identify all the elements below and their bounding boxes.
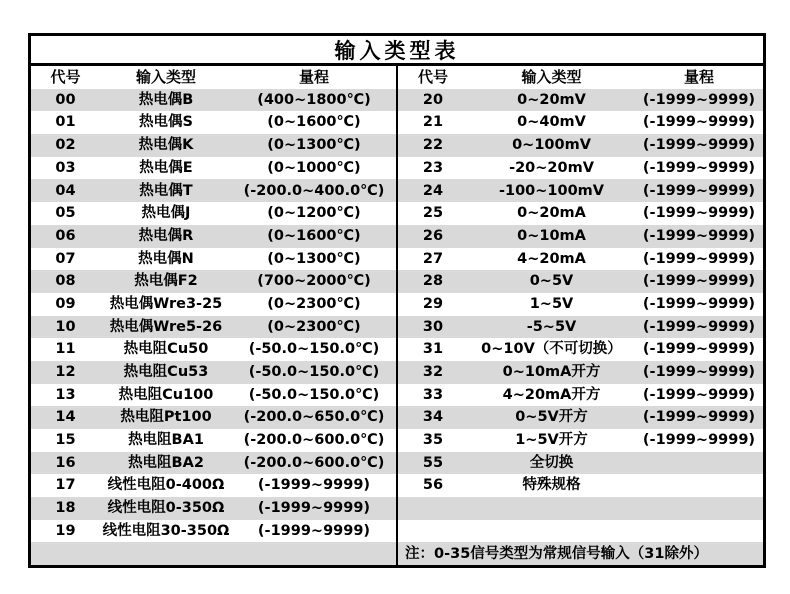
cell-range: (-1999~9999) [642, 91, 756, 108]
cell-type: 0~10mA [517, 227, 586, 244]
right-table [398, 66, 763, 565]
table-row [398, 338, 763, 361]
cell-range: (-1999~9999) [257, 477, 371, 494]
cell-type: 0~10mA开方 [502, 364, 601, 381]
cell-code: 16 [55, 454, 76, 471]
table-row [31, 452, 396, 475]
cell-code: 35 [422, 432, 444, 449]
cell-code: 20 [422, 91, 444, 108]
cell-type: 线性电阻30-350Ω [102, 522, 230, 539]
table-row [31, 429, 396, 452]
right-header-row [398, 66, 763, 89]
cell-range: (-1999~9999) [642, 295, 756, 312]
table-row [398, 474, 763, 497]
cell-type: 线性电阻0-400Ω [107, 477, 225, 494]
cell-code: 18 [55, 500, 76, 517]
cell-range: (-1999~9999) [257, 500, 371, 517]
cell-code: 21 [422, 114, 444, 131]
cell-code: 30 [422, 318, 444, 335]
table-row [31, 497, 396, 520]
cell-code: 08 [55, 273, 76, 290]
cell-type: 热电阻BA1 [128, 432, 204, 449]
table-row [398, 293, 763, 316]
cell-range: (-1999~9999) [642, 432, 756, 449]
cell-type: 0~5V [529, 273, 574, 290]
cell-range: (-1999~9999) [642, 227, 756, 244]
cell-code: 19 [55, 522, 76, 539]
table-row [31, 293, 396, 316]
cell-type: 热电阻Cu53 [123, 364, 209, 381]
table-title: 输入类型表 [31, 36, 763, 66]
cell-code: 09 [55, 295, 76, 312]
cell-type: 热电偶F2 [134, 273, 198, 290]
table-row [31, 111, 396, 134]
cell-range: (0~1600℃) [267, 114, 361, 131]
left-table [31, 66, 396, 565]
cell-range: (-1999~9999) [642, 182, 756, 199]
cell-type: 0~40mV [517, 114, 586, 131]
table-row [398, 111, 763, 134]
cell-code: 00 [55, 91, 76, 108]
cell-type: 4~20mA [517, 250, 586, 267]
cell-code: 02 [55, 137, 76, 154]
cell-code: 55 [422, 454, 444, 471]
cell-range: (-1999~9999) [642, 250, 756, 267]
cell-range: (0~1300℃) [267, 137, 361, 154]
table-row [398, 179, 763, 202]
cell-type: 热电偶E [139, 159, 193, 176]
left-header-row [31, 66, 396, 89]
table-row [31, 406, 396, 429]
column-header-range: 量程 [298, 67, 329, 86]
table-row [398, 429, 763, 452]
table-row [398, 452, 763, 475]
cell-code: 26 [422, 227, 444, 244]
cell-code: 12 [55, 364, 76, 381]
table-row [31, 89, 396, 112]
cell-range: (-200.0~600.0℃) [243, 454, 385, 471]
table-row [31, 520, 396, 543]
table-row [31, 225, 396, 248]
cell-code: 04 [55, 182, 76, 199]
table-row [398, 406, 763, 429]
cell-range: (-50.0~150.0℃) [248, 386, 380, 403]
cell-range: (-200.0~600.0℃) [243, 432, 385, 449]
cell-type: 热电偶N [138, 250, 194, 267]
cell-range: (0~1300℃) [267, 250, 361, 267]
table-row [31, 248, 396, 271]
cell-type: 1~5V [529, 295, 574, 312]
table-row [398, 202, 763, 225]
cell-type: 热电阻Cu50 [123, 341, 209, 358]
cell-code: 14 [55, 409, 76, 426]
column-header-code: 代号 [417, 67, 448, 86]
cell-type: 线性电阻0-350Ω [107, 500, 225, 517]
cell-type: -20~20mV [509, 159, 594, 176]
cell-range: (700~2000℃) [257, 273, 371, 290]
table-row [31, 316, 396, 339]
cell-code: 28 [422, 273, 444, 290]
table-row [398, 134, 763, 157]
cell-code: 31 [422, 341, 444, 358]
table-row [398, 270, 763, 293]
cell-range: (0~1600℃) [267, 227, 361, 244]
column-header-type: 输入类型 [135, 67, 196, 86]
cell-type: 热电偶R [138, 227, 194, 244]
cell-type: -100~100mV [498, 182, 605, 199]
cell-type: 全切换 [529, 454, 574, 471]
cell-range: (-50.0~150.0℃) [248, 341, 380, 358]
cell-range: (400~1800℃) [257, 91, 371, 108]
cell-type: 热电偶T [139, 182, 193, 199]
table-row [398, 384, 763, 407]
cell-range: (-1999~9999) [642, 318, 756, 335]
table-row [31, 270, 396, 293]
column-header-code: 代号 [50, 67, 81, 86]
cell-type: 4~20mA开方 [502, 386, 601, 403]
cell-range: (-1999~9999) [642, 114, 756, 131]
table-row [31, 179, 396, 202]
cell-range: (-1999~9999) [642, 273, 756, 290]
cell-code: 07 [55, 250, 76, 267]
cell-range: (-1999~9999) [642, 205, 756, 222]
table-row [398, 497, 763, 520]
column-header-type: 输入类型 [521, 67, 582, 86]
cell-code: 10 [55, 318, 76, 335]
cell-type: 热电偶Wre5-26 [109, 318, 223, 335]
input-type-table [28, 33, 766, 568]
table-row [31, 202, 396, 225]
cell-code: 29 [422, 295, 444, 312]
cell-code: 03 [55, 159, 76, 176]
cell-type: 0~20mV [517, 91, 586, 108]
cell-code: 33 [422, 386, 444, 403]
cell-type: 热电阻Cu100 [118, 386, 214, 403]
cell-type: 0~100mV [512, 137, 591, 154]
cell-code: 23 [422, 159, 444, 176]
column-header-range: 量程 [683, 67, 714, 86]
cell-type: 0~10V（不可切换） [481, 341, 622, 358]
cell-code: 11 [55, 341, 76, 358]
table-row [31, 338, 396, 361]
cell-code: 22 [422, 137, 444, 154]
cell-range: (-200.0~650.0℃) [243, 409, 385, 426]
cell-type: 1~5V开方 [515, 432, 588, 449]
cell-code: 32 [422, 364, 444, 381]
cell-code: 17 [55, 477, 76, 494]
cell-range: (0~1000℃) [267, 159, 361, 176]
cell-range: (-1999~9999) [642, 409, 756, 426]
cell-code: 34 [422, 409, 444, 426]
cell-range: (0~1200℃) [267, 205, 361, 222]
table-row [31, 157, 396, 180]
table-row [398, 157, 763, 180]
table-row [31, 361, 396, 384]
cell-type: 热电阻Pt100 [120, 409, 212, 426]
cell-range: (0~2300℃) [267, 318, 361, 335]
cell-range: (-50.0~150.0℃) [248, 364, 380, 381]
cell-code: 24 [422, 182, 444, 199]
cell-range: (-1999~9999) [642, 341, 756, 358]
note-row [398, 542, 763, 565]
cell-type: 热电偶S [139, 114, 193, 131]
table-row [398, 316, 763, 339]
table-row [31, 384, 396, 407]
cell-type: 0~5V开方 [515, 409, 588, 426]
cell-range: (-1999~9999) [257, 522, 371, 539]
table-row [398, 361, 763, 384]
note-text: 注：0-35信号类型为常规信号输入（31除外） [405, 545, 708, 562]
cell-type: -5~5V [526, 318, 577, 335]
cell-range: (-1999~9999) [642, 159, 756, 176]
cell-range: (-1999~9999) [642, 364, 756, 381]
table-content [31, 66, 763, 565]
cell-range: (-200.0~400.0℃) [243, 182, 385, 199]
cell-code: 56 [422, 477, 444, 494]
table-row [31, 474, 396, 497]
table-row [398, 225, 763, 248]
cell-type: 热电偶B [138, 91, 194, 108]
cell-type: 热电偶K [138, 137, 194, 154]
cell-range: (-1999~9999) [642, 386, 756, 403]
cell-code: 06 [55, 227, 76, 244]
cell-range: (-1999~9999) [642, 137, 756, 154]
cell-code: 13 [55, 386, 76, 403]
table-row [398, 248, 763, 271]
cell-code: 25 [422, 205, 444, 222]
table-row [31, 134, 396, 157]
cell-code: 27 [422, 250, 444, 267]
table-row [31, 542, 396, 565]
cell-code: 01 [55, 114, 76, 131]
cell-type: 热电阻BA2 [128, 454, 204, 471]
table-row [398, 520, 763, 543]
cell-code: 05 [55, 205, 76, 222]
cell-type: 热电偶Wre3-25 [109, 295, 223, 312]
cell-type: 特殊规格 [522, 477, 581, 494]
cell-range: (0~2300℃) [267, 295, 361, 312]
cell-code: 15 [55, 432, 76, 449]
table-row [398, 89, 763, 112]
cell-type: 0~20mA [517, 205, 586, 222]
cell-type: 热电偶J [141, 205, 191, 222]
